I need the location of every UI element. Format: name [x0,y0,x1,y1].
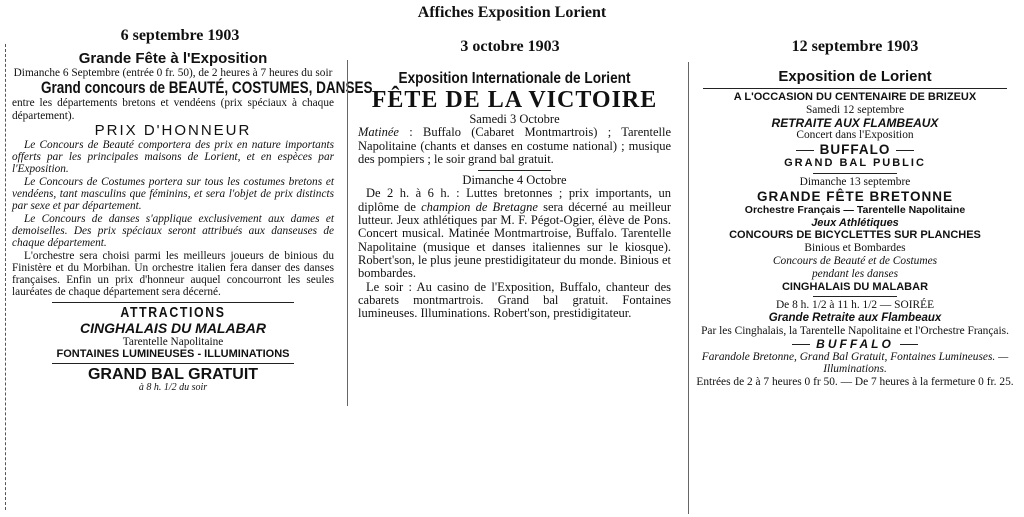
col2-divider [478,170,551,171]
col2-p1-a: De 2 h. à 6 h. : Luttes bretonnes ; prix importants, un diplôme de [358,186,671,214]
col3-bal-public: GRAND BAL PUBLIC [784,157,926,170]
col3-retraite: RETRAITE AUX FLAMBEAUX [771,115,939,130]
col1-bal: GRAND BAL GRATUIT [87,366,259,384]
col3-dash-left-2 [792,344,810,345]
col3-divider-3 [813,296,897,297]
col3-par: Par les Cinghalais, la Tarentelle Napolitaine et l'Orchestre Français. [701,324,1009,337]
col1-divider [52,302,294,303]
col3-cinghalais: CINGHALAIS DU MALABAR [781,280,929,293]
col3-bicyclettes: CONCOURS DE BICYCLETTES SUR PLANCHES [729,229,981,242]
col2-p1-b: sera décerné au meilleur lutteur. Jeux athlétiques par M. F. Pégot-Ogier, élève de Pons. Concert musical. Matinée Montmartroise, Buffalo. Tarentelle Napolitaine (musique et danses italiennes sur le kiosque). Robert'son, le plus jeune prestidigitateur du monde. Binious et bombardes. [358,199,672,281]
col1-costumes: Le Concours de Costumes portera sur tous les costumes bretons et vendéens, tant masculins que féminins, et sera l'objet de prix distincts par sexe et par département. [12,175,334,213]
col1-orchestre: L'orchestre sera choisi parmi les meilleurs joueurs de binious du Finistère et du Morbihan. Un orchestre italien fera danser des danses françaises. Enfin un prix d'honneur auquel concourront les seules lauréates de chaque département sera décerné. [12,249,334,299]
col3-grande-fete: GRANDE FÊTE BRETONNE [756,188,953,204]
col3-divider [703,88,1007,89]
col1-fontaines: FONTAINES LUMINEUSES - ILLUMINATIONS [56,348,290,361]
col2-title: FÊTE DE LA VICTOIRE [371,87,658,113]
col3-samedi: Samedi 12 septembre [805,103,905,116]
col1-date-line: Dimanche 6 Septembre (entrée 0 fr. 50), de 2 heures à 7 heures du soir [13,67,333,79]
col1-attractions: ATTRACTIONS [120,303,226,321]
col2-heading: Exposition Internationale de Lorient [398,70,631,87]
col3-dash-right [896,150,914,151]
col3-dimanche: Dimanche 13 septembre [799,175,911,188]
col3-dash-right-2 [900,344,918,345]
col3-buffalo2: BUFFALO [816,336,894,351]
date-col3: 12 septembre 1903 [791,38,919,55]
col3-farandole: Farandole Bretonne, Grand Bal Gratuit, Fontaines Lumineuses. — Illuminations. [701,350,1009,376]
col3-centenaire: A L'OCCASION DU CENTENAIRE DE BRIZEUX [733,91,977,103]
col3-heading: Exposition de Lorient [778,68,932,85]
clipping-12-septembre [688,62,1021,514]
col1-concours-title: Grand concours de BEAUTÉ, COSTUMES, DANSES [40,79,373,98]
col2-samedi: Samedi 3 Octobre [469,112,560,126]
col3-dash-left [796,150,814,151]
col3-concert: Concert dans l'Exposition [796,129,914,142]
col2-dimanche: Dimanche 4 Octobre [462,173,567,188]
col3-buffalo: BUFFALO [819,142,891,158]
col3-pendant: pendant les danses [811,267,899,280]
col3-grande-retraite: Grande Retraite aux Flambeaux [768,312,942,325]
col1-bal-time: à 8 h. 1/2 du soir [138,382,208,394]
col1-concours-desc: entre les départements bretons et vendéens (prix spéciaux à chaque département). [12,97,334,122]
col3-entrees: Entrées de 2 à 7 heures 0 fr 50. — De 7 heures à la fermeture 0 fr. 25. [696,376,1014,389]
col3-divider-2 [813,173,897,174]
col2-p2: Le soir : Au casino de l'Exposition, Buffalo, chanteur des cabarets montmartrois. Grand bal gratuit. Fontaines lumineuses. Illuminations. Robert'son, prestidigitateur. [358,279,671,321]
col1-cinghalais: CINGHALAIS DU MALABAR [80,319,266,336]
col3-orchestres: Orchestre Français — Tarentelle Napolitaine [744,203,966,216]
col1-heading: Grande Fête à l'Exposition [78,50,268,67]
clipping-6-septembre [5,44,373,510]
date-col2: 3 octobre 1903 [460,38,560,55]
date-col1: 6 septembre 1903 [120,27,240,44]
col2-matinee-label: Matinée [358,125,399,140]
col3-jeux: Jeux Athlétiques [811,216,899,229]
col2-matinee-text: : Buffalo (Cabaret Montmartrois) ; Tarentelle Napolitaine (chants et danses en costume national) ; musique des pompiers ; le soir grand bal gratuit. [358,125,672,166]
col2-p1-champion: champion de Bretagne [421,199,538,214]
col1-tarentelle: Tarentelle Napolitaine [122,335,224,348]
col3-binious: Binious et Bombardes [804,242,906,255]
col1-beaute: Le Concours de Beauté comportera des prix en nature importants offerts par les principales maisons de Lorient, et en espèces par l'Exposition. [12,138,334,176]
page-title: Affiches Exposition Lorient [417,4,607,21]
col1-divider-2 [52,363,294,364]
col1-prix-title: PRIX D'HONNEUR [94,121,252,139]
col3-soiree: De 8 h. 1/2 à 11 h. 1/2 — SOIRÉE [775,299,935,312]
col3-concours-beaute: Concours de Beauté et de Costumes [772,254,938,267]
col1-danses: Le Concours de danses s'applique exclusivement aux dames et demoiselles. Des prix spéciaux seront attribués aux danseuses de chaque département. [12,212,334,250]
clipping-3-octobre [347,60,677,406]
